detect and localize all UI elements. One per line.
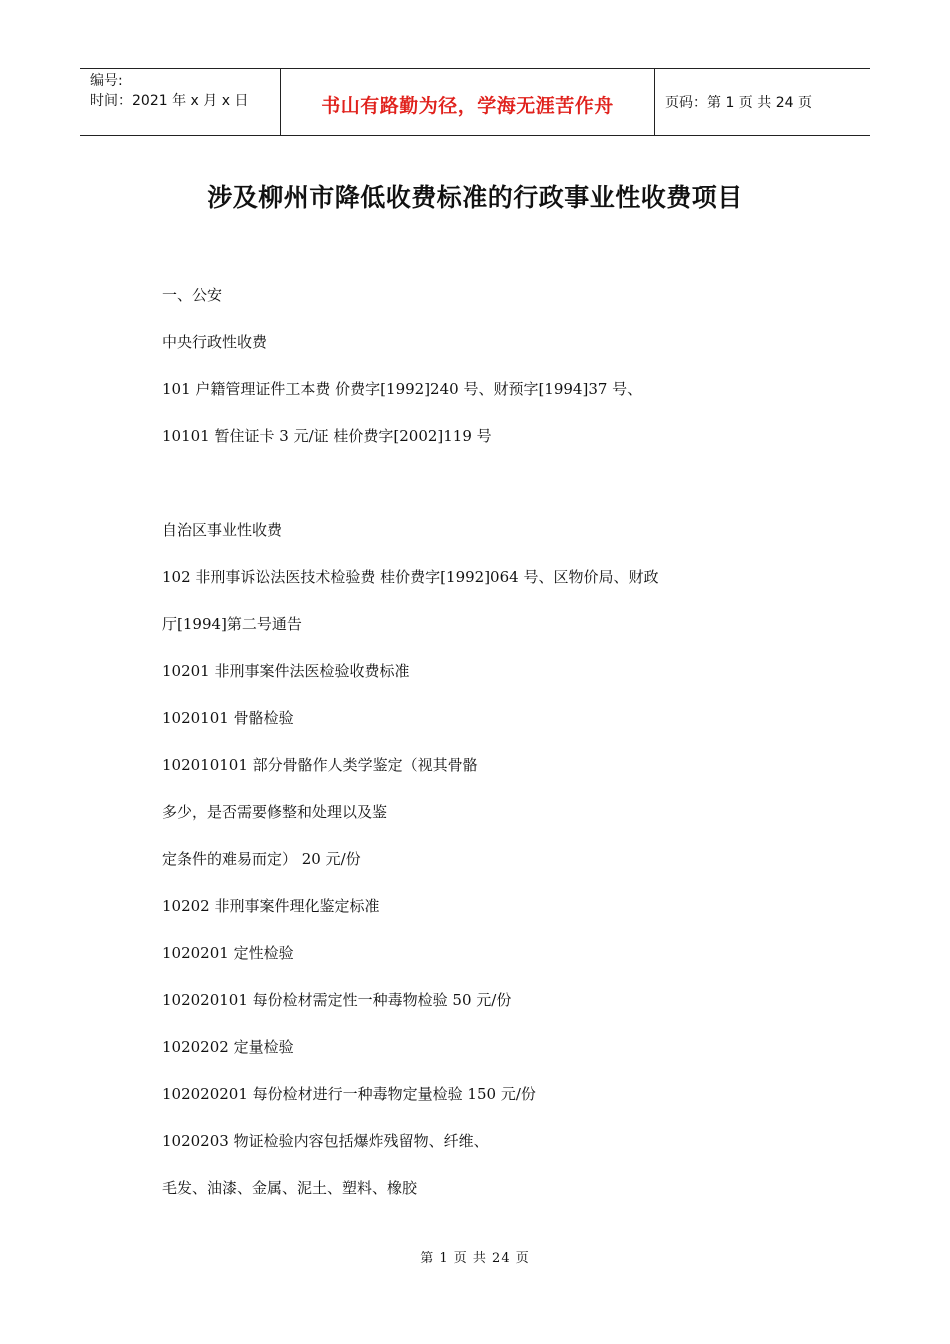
document-title: 涉及柳州市降低收费标准的行政事业性收费项目 — [207, 183, 743, 212]
header-page-cell — [655, 69, 870, 135]
body-line: 1020202 定量检验 — [162, 1038, 294, 1056]
body-line: 102 非刑事诉讼法医技术检验费 桂价费字[1992]064 号、区物价局、财政 — [162, 568, 659, 586]
body-line: 厅[1994]第二号通告 — [162, 615, 302, 633]
body-line: 102020101 每份检材需定性一种毒物检验 50 元/份 — [162, 991, 512, 1009]
body-line: 102020201 每份检材进行一种毒物定量检验 150 元/份 — [162, 1085, 536, 1103]
document-date-label: 时间：2021 年 x 月 x 日 — [90, 93, 249, 109]
body-line: 毛发、油漆、金属、泥土、塑料、橡胶 — [162, 1179, 418, 1197]
body-line: 102010101 部分骨骼作人类学鉴定（视其骨骼 — [162, 756, 478, 774]
document-number-label: 编号: — [90, 73, 123, 89]
document-header — [80, 68, 870, 136]
body-line: 10101 暂住证卡 3 元/证 桂价费字[2002]119 号 — [162, 427, 492, 445]
header-page-info: 页码：第 1 页 共 24 页 — [665, 95, 812, 111]
header-motto: 书山有路勤为径，学海无涯苦作舟 — [321, 94, 614, 117]
header-meta-cell — [80, 69, 281, 135]
body-line: 10202 非刑事案件理化鉴定标准 — [162, 897, 380, 915]
body-line: 1020201 定性检验 — [162, 944, 294, 962]
header-motto-cell — [281, 69, 655, 135]
body-line: 101 户籍管理证件工本费 价费字[1992]240 号、财预字[1994]37 号、 — [162, 380, 643, 398]
body-line: 10201 非刑事案件法医检验收费标准 — [162, 662, 410, 680]
body-line: 1020203 物证检验内容包括爆炸残留物、纤维、 — [162, 1132, 489, 1150]
subsection-heading: 中央行政性收费 — [162, 333, 268, 351]
section-heading: 一、公安 — [162, 286, 223, 304]
body-line: 定条件的难易而定） 20 元/份 — [162, 850, 361, 868]
body-line: 1020101 骨骼检验 — [162, 709, 294, 727]
subsection-heading: 自治区事业性收费 — [162, 521, 283, 539]
page-footer: 第 1 页 共 24 页 — [420, 1251, 530, 1266]
body-line: 多少，是否需要修整和处理以及鉴 — [162, 803, 388, 821]
